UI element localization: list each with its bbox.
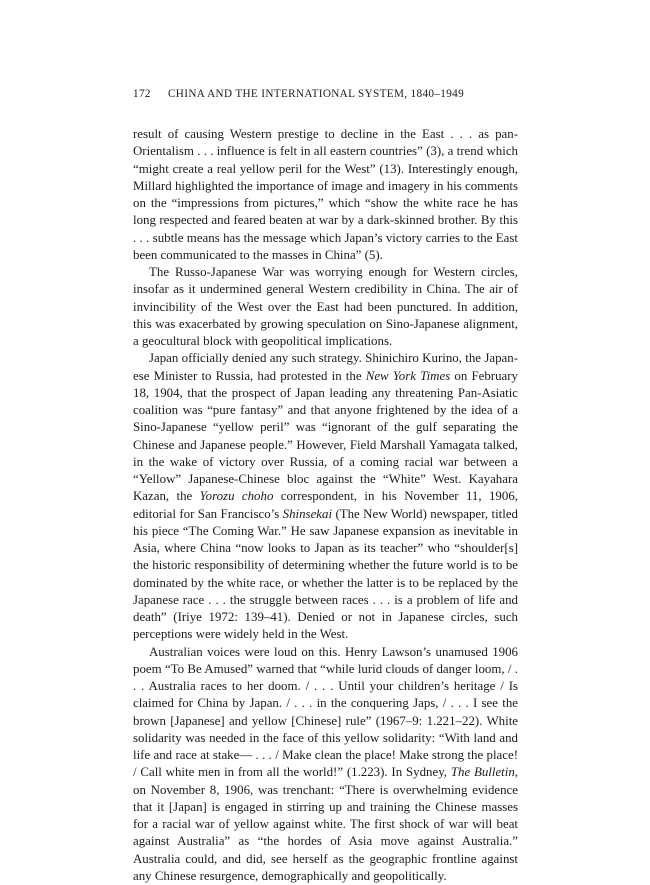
body-text (133, 126, 518, 885)
text-run: Japan officially denied any such strategy. Shinichiro Kurino, the Japanese Minister to Russia, had protested in the (133, 351, 518, 382)
text-run: Australian voices were loud on this. Henry Lawson’s unamused 1906 poem “To Be Amused” warned that “while lurid clouds of danger loom, / . . . Australia races to her doom. / . . . Until your children’s heritage / Is claimed for China by Japan. / . . . in the conquering Japs, / . . . I see the brown [Japanese] and yellow [Chinese] rule” (1967–9: 1.221–22). White solidarity was needed in the face of this yellow solidarity: “With land and life and race at stake— . . . / Make clean the place! Make strong the place! / Call white men in from all the world!” (1.223). In Sydney, (133, 645, 518, 780)
paragraph (133, 350, 518, 643)
text-run: correspondent, in his November 11, 1906, editorial for San Francisco’s (133, 489, 518, 520)
paragraph (133, 264, 518, 350)
running-title: CHINA AND THE INTERNATIONAL SYSTEM, 1840–1949 (168, 88, 464, 100)
text-run: , on November 8, 1906, was trenchant: “There is overwhelming evidence that it [Japan] is engaged in stirring up and training the Chinese masses for a racial war of yellow against white. The first shock of war will beat against Australia” as “the hordes of Asia move against Australia.” Australia could, and did, see herself as the geographic frontline against any Chinese resurgence, demographically and geopolitically. (133, 765, 518, 883)
page-number: 172 (133, 88, 151, 100)
italic-title: The Bulletin (451, 765, 515, 779)
italic-title: Yorozu choho (200, 489, 274, 503)
text-run: The Russo-Japanese War was worrying enough for Western circles, insofar as it undermined general Western credibility in China. The air of invincibility of the West over the East had been punctured. In addition, this was exacerbated by growing speculation on Sino-Japanese alignment, a geocultural block with geopolitical implications. (133, 265, 518, 348)
text-run: on February 18, 1904, that the prospect of Japan leading any threatening Pan-Asiatic coalition was “pure fantasy” and that anyone frightened by the idea of a Sino-Japanese “yellow peril” was “ignorant of the gulf separating the Chinese and Japanese people.” However, Field Marshall Yamagata talked, in the wake of victory over Russia, of a coming racial war between a “Yellow” Japanese-Chinese bloc against the “White” West. Kayahara Kazan, the (133, 369, 518, 504)
italic-title: New York Times (366, 369, 451, 383)
italic-title: Shinsekai (283, 507, 332, 521)
text-run: result of causing Western prestige to decline in the East . . . as pan-Orientalism . . . influence is felt in all eastern countries” (3), a trend which “might create a real yellow peril for the West” (13). Interestingly enough, Millard highlighted the importance of image and imagery in his comments on the “impressions from pictures,” which “show the white race he has long respected and feared beaten at war by a dark-skinned brother. By this . . . subtle means has the message which Japan’s victory carries to the East been communicated to the masses in China” (5). (133, 127, 518, 262)
running-head (133, 88, 533, 100)
paragraph (133, 644, 518, 885)
paragraph (133, 126, 518, 264)
text-run: (The New World) newspaper, titled his piece “The Coming War.” He saw Japanese expansion as inevitable in Asia, where China “now looks to Japan as its teacher” who “shoulder[s] the historic responsibility of determining whether the future world is to be dominated by the white race, or whether the latter is to be replaced by the Japanese race . . . the struggle between races . . . is a problem of life and death” (Iriye 1972: 139–41). Denied or not in Japanese circles, such perceptions were widely held in the West. (133, 507, 518, 642)
